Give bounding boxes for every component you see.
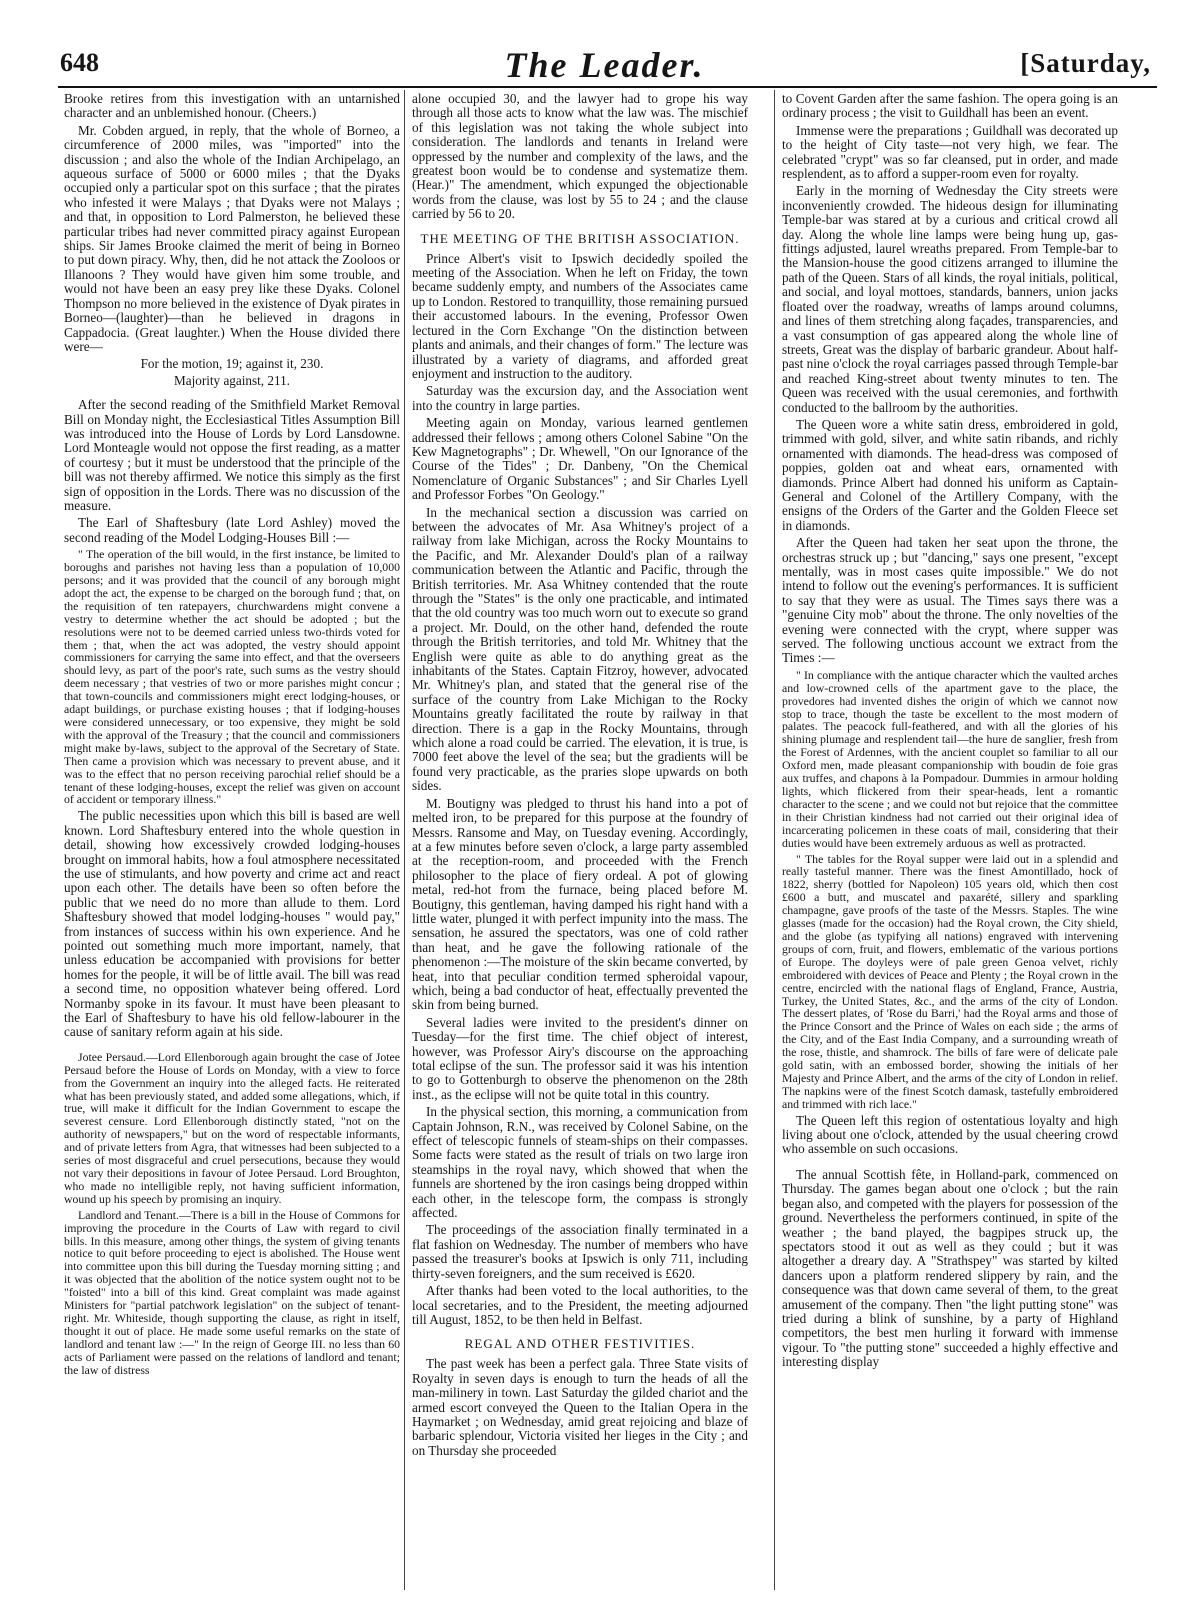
paragraph: The public necessities upon which this bill is based are well known. Lord Shaftesbury entered into the whole question in detail, showing how excessively crowded lodging-houses brought on immoral habits, how a foul atmosphere necessitated the use of stimulants, and how poverty and crime act and react upon each other. The details have been so often before the public that we need do no more than allude to them. Lord Shaftesbury showed that model lodging-houses " would pay," from instances of success within his own experience. And he pointed out something much more important, namely, that unless education be accompanied with provisions for better homes for the people, it will be of little avail. The bill was read a second time, no opposition whatever being offered. Lord Normanby spoke in its favour. It must have been pleasant to the Earl of Shaftesbury to have his old fellow-labourer in the cause of sanitary reform again at his side. bbox=[64, 808, 400, 1040]
paragraph: The annual Scottish fête, in Holland-park, commenced on Thursday. The games began about one o'clock ; but the rain began also, and competed with the players for possession of the ground. Nevertheless the performers continued, in spite of the weather ; the band played, the bagpipes struck up, the spectators stood it out as well as they could ; but it was altogether a dreary day. A "Strathspey" was started by kilted dancers upon a platform rendered slippery by rain, and the consequence was that down came several of them, to the great amusement of the company. Then "the light putting stone" was tried during a blink of sunshine, by a party of Highland competitors, the best men hurling it forward with immense vigour. To "the putting stone" succeeded a highly effective and interesting display bbox=[782, 1166, 1118, 1370]
column-1 bbox=[64, 92, 400, 1588]
column-divider bbox=[774, 90, 775, 1590]
masthead-rule bbox=[58, 86, 1157, 88]
paragraph: M. Boutigny was pledged to thrust his hand into a pot of melted iron, to be prepared for this purpose at the foundry of Messrs. Ransome and May, on Tuesday evening. Accordingly, at a few minutes before seven o'clock, a large party assembled at the reception-room, and proceeded with the French philosopher to the place of fiery ordeal. A pot of glowing metal, red-hot from the furnace, being placed before M. Boutigny, this gentleman, having damped his right hand with a little water, plunged it with perfect impunity into the mass. The sensation, he assured the spectators, was one of cold rather than heat, and he gave the following rationale of the phenomenon :—The moisture of the skin became converted, by heat, into that peculiar condition termed spheroidal vapour, which, being a bad conductor of heat, effectually prevented the skin from being burned. bbox=[412, 795, 748, 1013]
paragraph: Saturday was the excursion day, and the Association went into the country in large parties. bbox=[412, 383, 748, 413]
vote-majority: Majority against, 211. bbox=[174, 372, 290, 388]
paragraph: In the mechanical section a discussion was carried on between the advocates of Mr. Asa Whitney's project of a railway from lake Michigan, across the Rocky Mountains to the Pacific, and Mr. Alexander Dould's plan of a railway communication between the Atlantic and Pacific, through the British territories. Mr. Asa Whitney contended that the route through the "States" is the only one practicable, and intimated that the old country was too much worn out to execute so grand a project. Mr. Dould, on the other hand, defended the route through the British territories, and told Mr. Whitney that the English were quite as able to do anything great as the inhabitants of the States. Captain Fitzroy, however, advocated Mr. Whitney's plan, and stated that the general rise of the surface of the country from Lake Michigan to the Rocky Mountains greatly facilitated the route by railway in that direction. There is a gap in the Rocky Mountains, through which alone a road could be carried. The elevation, it is true, is 7000 feet above the level of the sea; but the gradients will be found very practicable, as the praries slope upwards on both sides. bbox=[412, 504, 748, 794]
newspaper-title: The Leader. bbox=[504, 45, 705, 85]
page-number: 648 bbox=[60, 48, 99, 77]
column-divider bbox=[404, 90, 405, 1590]
news-item: Landlord and Tenant.—There is a bill in the House of Commons for improving the procedure in the Courts of Law with regard to civil bills. In this measure, among other things, the system of giving tenants notice to quit before proceeding to eject is abolished. The House went into committee upon this bill during the Tuesday morning sitting ; and it was objected that the abolition of the notice system ought not to be "foisted" into a bill of this kind. Great complaint was made against Ministers for "partial patchwork legislation" on the subject of tenant-right. Mr. Whiteside, though supporting the clause, as right in itself, thought it out of place. He made some useful remarks on the state of landlord and tenant law :—" In the reign of George III. no less than 60 acts of Parliament were passed on the relations of landlord and tenant; the law of distress bbox=[64, 1207, 400, 1377]
quotation: " The operation of the bill would, in the first instance, be limited to boroughs and parishes not having less than a population of 10,000 persons; and it was provided that the council of any borough might adopt the act, the expense to be charged on the borough fund ; that, on the requisition of ten ratepayers, churchwardens might convene a vestry to determine whether the act should be adopted ; but the resolutions were not to be deemed carried unless two-thirds voted for them ; that, when the act was adopted, the vestry should appoint commissioners for carrying the same into effect, and that the overseers should levy, as part of the poor's rate, such sums as the vestry should deem necessary ; that vestries of two or more parishes might concur ; that town-councils and commissioners might erect lodging-houses, or adapt buildings, or purchase existing houses ; that if lodging-houses were considered unnecessary, or too expensive, they might be sold with the approval of the Treasury ; that the council and commissioners might make by-laws, subject to the approval of the Secretary of State. Then came a provision which was necessary to prevent abuse, and it was to the effect that no person receiving parochial relief should be a tenant of these lodging-houses, except the relief was given on account of accident or temporary illness." bbox=[64, 547, 400, 807]
vote-result: For the motion, 19; against it, 230. bbox=[140, 356, 324, 372]
section-heading: REGAL AND OTHER FESTIVITIES. bbox=[464, 1336, 696, 1352]
masthead bbox=[58, 45, 1151, 88]
paragraph: The past week has been a perfect gala. Three State visits of Royalty in seven days is enough to turn the heads of all the man-milinery in town. Last Saturday the gilded chariot and the armed escort conveyed the Queen to the Italian Opera in the Haymarket ; on Wednesday, amid great rejoicing and blaze of barbaric splendour, Victoria visited her lieges in the City ; and on Thursday she proceeded bbox=[412, 1356, 748, 1458]
paragraph: Brooke retires from this investigation with an untarnished character and an unblemished honour. (Cheers.) bbox=[64, 92, 400, 121]
paragraph: to Covent Garden after the same fashion. The opera going is an ordinary process ; the visit to Guildhall has been an event. bbox=[782, 92, 1118, 121]
paragraph: After the second reading of the Smithfield Market Removal Bill on Monday night, the Ecclesiastical Titles Assumption Bill was introduced into the House of Lords by Lord Lansdowne. Lord Monteagle would not oppose the first reading, as a matter of courtesy ; but it must be understood that the principle of the bill was not thereby affirmed. We notice this simply as the first sign of opposition in the Lords. There was no discussion of the measure. bbox=[64, 397, 400, 513]
paragraph: The Earl of Shaftesbury (late Lord Ashley) moved the second reading of the Model Lodging-Houses Bill :— bbox=[64, 515, 400, 545]
news-item: Jotee Persaud.—Lord Ellenborough again brought the case of Jotee Persaud before the House of Lords on Monday, with a view to force from the Government an inquiry into the alleged facts. He reiterated what has been previously stated, and added some allegations, which, if true, will make it difficult for the Indian Government to escape the severest censure. Lord Ellenborough distinctly stated, "not on the authority of newspapers," but on the word of respectable informants, and of private letters from Agra, that witnesses had been subjected to a series of most disgraceful and cruel persecutions, because they would not vary their depositions in favour of Jotee Persaud. Lord Broughton, who made no intelligible reply, not having sufficient information, wound up his speech by promising an inquiry. bbox=[64, 1049, 400, 1206]
paragraph: Several ladies were invited to the president's dinner on Tuesday—for the first time. The chief object of interest, however, was Professor Airy's discourse on the approaching total eclipse of the sun. The professor said it was his intention to go to Gottenburgh to observe the phenomenon on the 28th inst., as the eclipse will not be quite total in this country. bbox=[412, 1014, 748, 1102]
paragraph: The proceedings of the association finally terminated in a flat fashion on Wednesday. The number of members who have passed the treasurer's books at Ipswich is only 711, including thirty-seven foreigners, and the sum received is £620. bbox=[412, 1222, 748, 1281]
paragraph: Mr. Cobden argued, in reply, that the whole of Borneo, a circumference of 2000 miles, was "imported" into the discussion ; and also the whole of the Indian Archipelago, an aqueous surface of 5000 or 6000 miles ; that the Dyaks occupied only a particular spot on this surface ; that the pirates who infested it were Malays ; that Dyaks were not Malays ; and that, in opposition to Lord Palmerston, he believed these particular tribes had never committed piracy against European ships. Sir James Brooke claimed the merit of being in Borneo to put down piracy. Why, then, did he not attack the Zooloos or Illanoons ? They would have given him some trouble, and would not have been an easy prey like these Dyaks. Colonel Thompson no more believed in the existence of Dyak pirates in Borneo—(laughter)—than he believed in dragons in Cappadocia. (Great laughter.) When the House divided there were— bbox=[64, 122, 400, 354]
issue-day: [Saturday, bbox=[1020, 48, 1151, 78]
paragraph: The Queen left this region of ostentatious loyalty and high living about one o'clock, attended by the usual cheering crowd who assemble on such occasions. bbox=[782, 1112, 1118, 1157]
column-3 bbox=[782, 92, 1118, 1588]
paragraph: Meeting again on Monday, various learned gentlemen addressed their fellows ; among others Colonel Sabine "On the Kew Magnetographs" ; Dr. Whewell, "On our Ignorance of the Course of the Tides" ; Dr. Danbeny, "On the Chemical Nomenclature of Organic Substances" ; and Sir Charles Lyell and Professor Forbes "On Geology." bbox=[412, 415, 748, 503]
quotation: " The tables for the Royal supper were laid out in a splendid and really tasteful manner. There was the finest Amontillado, hock of 1822, sherry (bottled for Napoleon) 105 years old, which then cost £600 a butt, and muscatel and paxarété, sillery and sparkling champagne, gave proofs of the taste of the Messrs. Staples. The wine glasses (made for the occasion) had the Royal crown, the City shield, and the globe (as typifying all nations) engraved with intervening groups of corn, fruit, and flowers, emblematic of the various portions of Europe. The doyleys were of pale green Genoa velvet, richly embroidered with devices of Peace and Plenty ; the Royal crown in the centre, encircled with the national flags of England, France, Austria, Turkey, the United States, &c., and the arms of the city of London. The dessert plates, of 'Rose du Barri,' had the Royal arms and those of the Prince Consort and the Prince of Wales on each side ; the arms of the City, and of the East India Company, and a surrounding wreath of the rose, thistle, and shamrock. The bills of fare were of delicate pale gold satin, with an embossed border, showing the initials of her Majesty and Prince Albert, and the arms of the city of London in relief. The napkins were of the finest Scotch damask, tastefully embroidered and trimmed with rich lace." bbox=[782, 851, 1118, 1111]
paragraph: In the physical section, this morning, a communication from Captain Johnson, R.N., was received by Colonel Sabine, on the effect of telescopic funnels of steam-ships on their compasses. Some facts were stated as the result of trials on two large iron steamships in the royal navy, which showed that when the funnels are shortened by the iron casings being dropped within each other, in the telescope form, the compass is strongly affected. bbox=[412, 1104, 748, 1221]
paragraph: Prince Albert's visit to Ipswich decidedly spoiled the meeting of the Association. When he left on Friday, the town became suddenly empty, and numbers of the Associates came up to London. Restored to tranquillity, those remaining pursued their accustomed labours. In the evening, Professor Owen lectured in the Corn Exchange "On the distinction between plants and animals, and their changes of form." The lecture was illustrated by a variety of diagrams, and afforded great enjoyment and instruction to the auditory. bbox=[412, 250, 748, 381]
paragraph: alone occupied 30, and the lawyer had to grope his way through all those acts to know what the law was. The mischief of this legislation was not taking the whole subject into consideration. The landlords and tenants in Ireland were oppressed by the number and complexity of the laws, and the greatest boon would be to condense and systematize them. (Hear.)" The amendment, which expunged the objectionable words from the clause, was lost by 55 to 24 ; and the clause carried by 56 to 20. bbox=[412, 92, 748, 222]
paragraph: The Queen wore a white satin dress, embroidered in gold, trimmed with gold, silver, and white satin ribands, and richly ornamented with diamonds. The head-dress was composed of poppies, golden oat and wheat ears, ornamented with diamonds. Prince Albert had donned his uniform as Captain-General and Colonel of the Artillery Company, with the ensigns of the Orders of the Garter and the Golden Fleece set in diamonds. bbox=[782, 416, 1118, 533]
paragraph: After the Queen had taken her seat upon the throne, the orchestras struck up ; but "dancing," says one present, "except mentally, was in most cases quite impossible." We do not intend to follow out the evening's performances. It is sufficient to say that they were as usual. The Times says there was a "genuine City mob" about the throne. The only novelties of the evening were connected with the crypt, where supper was served. The following unctious account we extract from the Times :— bbox=[782, 535, 1118, 666]
paragraph: After thanks had been voted to the local authorities, to the local secretaries, and to the President, the meeting adjourned till August, 1852, to be then held in Belfast. bbox=[412, 1283, 748, 1327]
paragraph: Early in the morning of Wednesday the City streets were inconveniently crowded. The hideous design for illuminating Temple-bar was stared at by a curious and critical crowd all day. Along the whole line lamps were being hung up, gas-fittings adjusted, laurel wreaths prepared. From Temple-bar to the Mansion-house the good citizens arranged to illumine the path of the Queen. Stars of all kinds, the royal initials, political, and social, and loyal mottoes, standards, banners, union jacks floated over the roadway, wreaths of lamps around columns, and lines of them stretching along façades, transparencies, and a vast consumption of gas appeared along the whole line of streets, Great was the display of barbaric grandeur. About half-past nine o'clock the royal carriages passed through Temple-bar and reached King-street about twenty minutes to ten. The Queen was received with the usual ceremonies, and forthwith conducted to the ballroom by the authorities. bbox=[782, 183, 1118, 415]
section-heading: THE MEETING OF THE BRITISH ASSOCIATION. bbox=[420, 230, 740, 246]
quotation: " In compliance with the antique character which the vaulted arches and low-crowned cells of the apartment gave to the place, the provedores had invented dishes the origin of which we cannot now stop to trace, though the taste be excellent to the most modern of palates. The peacock full-feathered, and with all the glories of his shining plumage and resplendent tail—the hure de sanglier, fresh from the Forest of Ardennes, with the ancient couplet so familiar to all our Oxford men, made pleasant companionship with boudin de foie gras aux truffes, and chapons à la Pompadour. Dummies in armour holding lights, which flickered from their spear-heads, lent a romantic character to the scene ; and we could not but rejoice that the committee in their Christian kindness had not carried out their original idea of incarcerating policemen in these coats of mail, considering that their duties would have been extremely arduous as well as protracted. bbox=[782, 667, 1118, 850]
column-2 bbox=[412, 92, 748, 1588]
paragraph: Immense were the preparations ; Guildhall was decorated up to the height of City taste—not very high, we fear. The celebrated "crypt" was so far cleansed, put in order, and made resplendent, as to afford a supper-room even for royalty. bbox=[782, 122, 1118, 182]
